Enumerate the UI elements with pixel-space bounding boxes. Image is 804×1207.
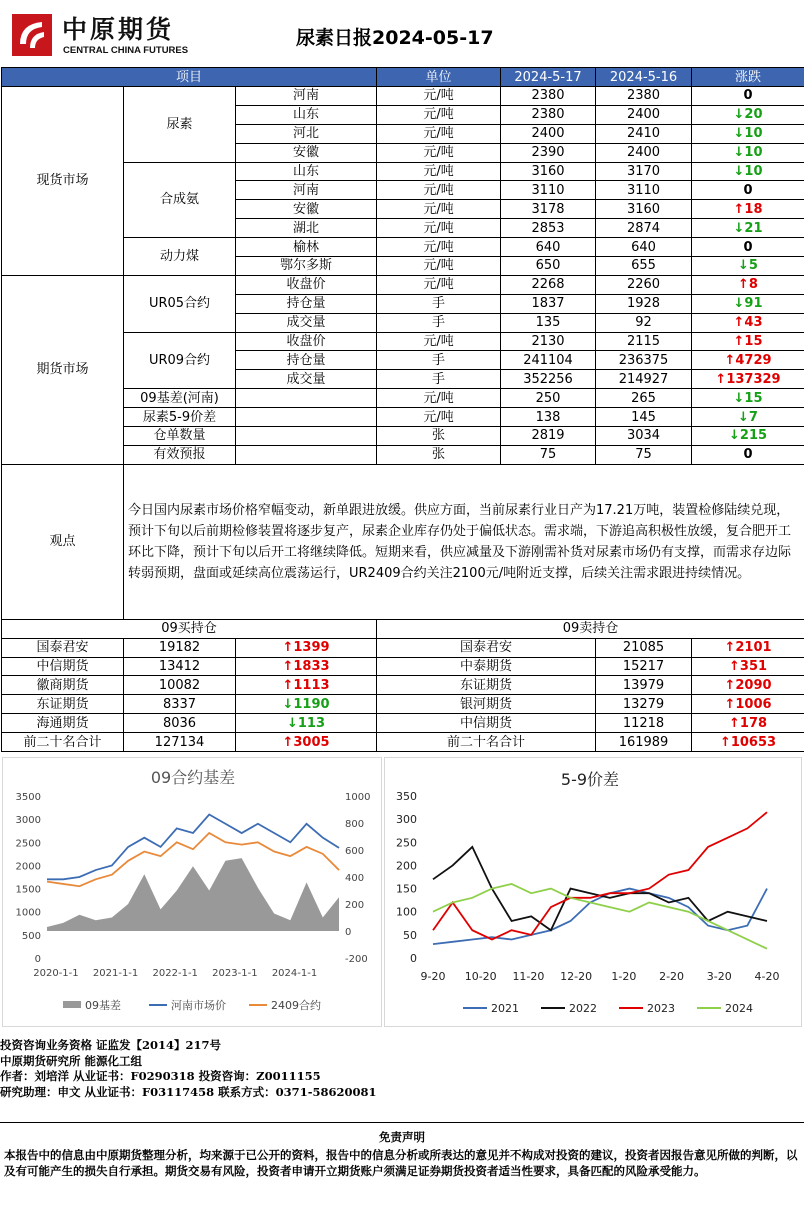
view-text: 今日国内尿素市场价格窄幅变动，新单跟进放缓。供应方面，当前尿素行业日产为17.21万吨，装置检修陆续兑现，预计下旬以后前期检修装置将逐步复产，尿素企业库存仍处于偏低状态。需求端，下游追高积极性放缓，复合肥开工环比下降，预计下旬以后开工将继续降低。短期来看，供应减量及下游刚需补货对尿素市场仍有支撑，而需求存边际转弱预期，盘面或延续高位震荡运行，UR2409合约关注2100元/吨附近支撑，后续关注需求跟进持续情况。 — [124, 464, 804, 619]
y-right-tick: 0 — [345, 927, 352, 938]
basis-chart — [2, 757, 382, 1027]
table-row — [2, 275, 804, 294]
buy-broker: 徽商期货 — [2, 676, 124, 695]
y-right-tick: 200 — [345, 900, 365, 911]
value-today: 250 — [501, 389, 596, 408]
row-label: 仓单数量 — [124, 427, 236, 446]
unit-cell: 张 — [377, 427, 501, 446]
row-label: 有效预报 — [124, 445, 236, 464]
group-name: UR09合约 — [124, 332, 236, 389]
value-today: 2130 — [501, 332, 596, 351]
unit-cell: 元/吨 — [377, 219, 501, 238]
sell-broker: 前二十名合计 — [377, 733, 596, 752]
legend-label: 2024 — [725, 1002, 753, 1015]
table-header-row — [2, 68, 804, 87]
value-prev: 1928 — [596, 294, 692, 313]
charts-area — [0, 757, 804, 1027]
company-logo — [12, 14, 52, 56]
x-tick: 2020-1-1 — [33, 968, 79, 979]
y-left-tick: 2000 — [15, 861, 41, 873]
y-right-tick: 600 — [345, 846, 365, 857]
unit-cell: 手 — [377, 370, 501, 389]
section-futures: 期货市场 — [2, 275, 124, 464]
y-tick: 300 — [396, 813, 417, 827]
value-prev: 2380 — [596, 87, 692, 106]
buy-broker: 中信期货 — [2, 657, 124, 676]
brand-name-cn: 中原期货 — [62, 15, 175, 44]
value-today: 2380 — [501, 87, 596, 106]
team-line: 中原期货研究所 能源化工组 — [0, 1053, 143, 1068]
value-prev: 2400 — [596, 105, 692, 124]
footer-info — [0, 1038, 804, 1100]
series-line-2023 — [433, 812, 767, 939]
change-cell: ↓91 — [692, 294, 804, 313]
value-today: 352256 — [501, 370, 596, 389]
value-prev: 236375 — [596, 351, 692, 370]
row-label: 安徽 — [236, 143, 377, 162]
change-cell: ↓215 — [692, 427, 804, 446]
y-right-tick: -200 — [345, 954, 368, 965]
value-prev: 145 — [596, 408, 692, 427]
empty-cell — [236, 408, 377, 427]
group-name: 合成氨 — [124, 162, 236, 238]
buy-broker: 海通期货 — [2, 714, 124, 733]
row-label: 安徽 — [236, 200, 377, 219]
chart-title: 5-9价差 — [560, 770, 620, 789]
change-cell: ↑4729 — [692, 351, 804, 370]
change-cell: 0 — [692, 238, 804, 257]
buy-volume: 19182 — [124, 638, 236, 657]
header-col-0: 单位 — [377, 68, 501, 87]
position-row — [2, 714, 804, 733]
unit-cell: 元/吨 — [377, 408, 501, 427]
value-prev: 2400 — [596, 143, 692, 162]
unit-cell: 元/吨 — [377, 143, 501, 162]
row-label: 山东 — [236, 162, 377, 181]
change-cell: 0 — [692, 181, 804, 200]
change-cell: ↑43 — [692, 313, 804, 332]
row-label: 成交量 — [236, 313, 377, 332]
y-left-tick: 1000 — [15, 907, 41, 919]
buy-broker: 国泰君安 — [2, 638, 124, 657]
empty-cell — [236, 445, 377, 464]
value-today: 3160 — [501, 162, 596, 181]
x-tick: 4-20 — [754, 970, 780, 983]
assistant-line: 研究助理：申文 从业证书：F03117458 联系方式：0371-58620081 — [0, 1084, 377, 1099]
legend-label: 2023 — [647, 1002, 675, 1015]
position-row — [2, 657, 804, 676]
buy-volume: 8337 — [124, 695, 236, 714]
group-name: 尿素 — [124, 87, 236, 163]
sell-volume: 13979 — [596, 676, 692, 695]
change-cell: ↓5 — [692, 257, 804, 276]
section-spot: 现货市场 — [2, 87, 124, 276]
sell-change: ↑351 — [692, 657, 804, 676]
buy-change: ↑1113 — [236, 676, 377, 695]
change-cell: ↑137329 — [692, 370, 804, 389]
row-label: 鄂尔多斯 — [236, 257, 377, 276]
report-header — [0, 0, 804, 66]
x-tick: 1-20 — [611, 970, 637, 983]
value-today: 138 — [501, 408, 596, 427]
change-cell: ↓15 — [692, 389, 804, 408]
change-cell: 0 — [692, 87, 804, 106]
unit-cell: 元/吨 — [377, 275, 501, 294]
header-col-3: 涨跌 — [692, 68, 804, 87]
x-tick: 12-20 — [560, 970, 593, 983]
y-tick: 200 — [396, 859, 417, 873]
y-right-tick: 1000 — [345, 792, 371, 803]
data-table — [1, 67, 804, 752]
buy-volume: 13412 — [124, 657, 236, 676]
x-tick: 9-20 — [420, 970, 446, 983]
value-prev: 3170 — [596, 162, 692, 181]
unit-cell: 元/吨 — [377, 87, 501, 106]
legend-label: 河南市场价 — [171, 999, 226, 1012]
unit-cell: 元/吨 — [377, 162, 501, 181]
sell-volume: 161989 — [596, 733, 692, 752]
legend-label: 2021 — [491, 1002, 519, 1015]
value-prev: 75 — [596, 445, 692, 464]
change-cell: ↓10 — [692, 124, 804, 143]
value-prev: 265 — [596, 389, 692, 408]
value-today: 3178 — [501, 200, 596, 219]
y-tick: 150 — [396, 882, 417, 896]
brand-name-en: CENTRAL CHINA FUTURES — [63, 45, 189, 56]
unit-cell: 手 — [377, 294, 501, 313]
disclaimer — [0, 1122, 804, 1207]
row-label: 收盘价 — [236, 332, 377, 351]
empty-cell — [236, 427, 377, 446]
value-today: 640 — [501, 238, 596, 257]
y-tick: 0 — [410, 952, 417, 965]
row-label: 成交量 — [236, 370, 377, 389]
sell-change: ↑10653 — [692, 733, 804, 752]
row-label: 榆林 — [236, 238, 377, 257]
position-row — [2, 676, 804, 695]
change-cell: ↓21 — [692, 219, 804, 238]
row-label: 收盘价 — [236, 275, 377, 294]
unit-cell: 元/吨 — [377, 200, 501, 219]
row-label: 山东 — [236, 105, 377, 124]
y-left-tick: 500 — [21, 930, 41, 942]
buy-change: ↓1190 — [236, 695, 377, 714]
y-tick: 350 — [396, 790, 417, 803]
change-cell: 0 — [692, 445, 804, 464]
y-tick: 250 — [396, 836, 417, 850]
value-today: 650 — [501, 257, 596, 276]
buy-volume: 10082 — [124, 676, 236, 695]
sell-broker: 东证期货 — [377, 676, 596, 695]
change-cell: ↓10 — [692, 143, 804, 162]
position-row — [2, 733, 804, 752]
unit-cell: 元/吨 — [377, 105, 501, 124]
x-tick: 3-20 — [706, 970, 732, 983]
unit-cell: 手 — [377, 351, 501, 370]
group-name: 动力煤 — [124, 238, 236, 276]
unit-cell: 元/吨 — [377, 332, 501, 351]
value-today: 3110 — [501, 181, 596, 200]
qualification-line: 投资咨询业务资格 证监发【2014】217号 — [0, 1038, 222, 1052]
row-label: 湖北 — [236, 219, 377, 238]
chart-title: 09合约基差 — [150, 768, 236, 787]
value-prev: 3034 — [596, 427, 692, 446]
y-left-tick: 0 — [34, 954, 41, 965]
position-row — [2, 638, 804, 657]
value-today: 2380 — [501, 105, 596, 124]
x-tick: 2021-1-1 — [92, 968, 139, 979]
sell-broker: 银河期货 — [377, 695, 596, 714]
buy-change: ↓113 — [236, 714, 377, 733]
x-tick: 2022-1-1 — [152, 968, 198, 979]
row-label: 持仓量 — [236, 351, 377, 370]
sell-broker: 中泰期货 — [377, 657, 596, 676]
unit-cell: 元/吨 — [377, 181, 501, 200]
sell-title: 09卖持仓 — [377, 619, 804, 638]
row-label: 河北 — [236, 124, 377, 143]
y-left-tick: 3000 — [15, 815, 41, 827]
value-prev: 2260 — [596, 275, 692, 294]
legend-label: 2409合约 — [271, 999, 321, 1012]
disclaimer-text: 本报告中的信息由中原期货整理分析，均来源于已公开的资料，报告中的信息分析或所表达的意见并不构成对投资的建议，投资者因报告意见所做的判断，以及有可能产生的损失自行承担。期货交易有风险，投资者申请开立期货账户须满足证券期货投资者适当性要求，具备匹配的风险承受能力。 — [4, 1148, 798, 1178]
y-right-tick: 400 — [345, 873, 365, 884]
legend-label: 09基差 — [85, 999, 121, 1012]
y-tick: 100 — [396, 905, 417, 919]
sell-change: ↑1006 — [692, 695, 804, 714]
row-label: 河南 — [236, 87, 377, 106]
positions-title-row — [2, 619, 804, 638]
disclaimer-title: 免责声明 — [379, 1130, 425, 1144]
value-today: 2268 — [501, 275, 596, 294]
value-today: 2819 — [501, 427, 596, 446]
value-today: 2853 — [501, 219, 596, 238]
value-prev: 2874 — [596, 219, 692, 238]
x-tick: 2024-1-1 — [271, 968, 318, 979]
sell-change: ↑2090 — [692, 676, 804, 695]
change-cell: ↑18 — [692, 200, 804, 219]
group-name: UR05合约 — [124, 275, 236, 332]
value-prev: 2115 — [596, 332, 692, 351]
value-today: 241104 — [501, 351, 596, 370]
value-prev: 2410 — [596, 124, 692, 143]
value-today: 135 — [501, 313, 596, 332]
unit-cell: 元/吨 — [377, 238, 501, 257]
row-label: 持仓量 — [236, 294, 377, 313]
view-label: 观点 — [2, 464, 124, 619]
buy-change: ↑1833 — [236, 657, 377, 676]
value-today: 2390 — [501, 143, 596, 162]
buy-title: 09买持仓 — [2, 619, 377, 638]
y-tick: 50 — [403, 928, 417, 942]
sell-change: ↑178 — [692, 714, 804, 733]
unit-cell: 张 — [377, 445, 501, 464]
y-left-tick: 3500 — [15, 792, 41, 803]
x-tick: 2023-1-1 — [212, 968, 258, 979]
sell-change: ↑2101 — [692, 638, 804, 657]
series-line-2022 — [433, 847, 767, 930]
author-line: 作者：刘培洋 从业证书：F0290318 投资咨询：Z0011155 — [0, 1069, 321, 1083]
value-prev: 214927 — [596, 370, 692, 389]
spread-chart — [384, 757, 802, 1027]
series-basis-area — [47, 858, 339, 931]
unit-cell: 元/吨 — [377, 124, 501, 143]
unit-cell: 元/吨 — [377, 257, 501, 276]
row-label: 河南 — [236, 181, 377, 200]
change-cell: ↓10 — [692, 162, 804, 181]
y-left-tick: 2500 — [15, 838, 41, 850]
change-cell: ↑15 — [692, 332, 804, 351]
sell-volume: 13279 — [596, 695, 692, 714]
unit-cell: 元/吨 — [377, 389, 501, 408]
buy-broker: 东证期货 — [2, 695, 124, 714]
x-tick: 11-20 — [512, 970, 545, 983]
sell-broker: 国泰君安 — [377, 638, 596, 657]
change-cell: ↓20 — [692, 105, 804, 124]
header-col-2: 2024-5-16 — [596, 68, 692, 87]
header-item: 项目 — [2, 68, 377, 87]
value-prev: 640 — [596, 238, 692, 257]
sell-volume: 21085 — [596, 638, 692, 657]
buy-volume: 127134 — [124, 733, 236, 752]
value-today: 75 — [501, 445, 596, 464]
report-title: 尿素日报2024-05-17 — [296, 27, 494, 49]
legend-swatch — [63, 1001, 81, 1008]
header-col-1: 2024-5-17 — [501, 68, 596, 87]
row-label: 尿素5-9价差 — [124, 408, 236, 427]
sell-volume: 15217 — [596, 657, 692, 676]
buy-change: ↑1399 — [236, 638, 377, 657]
buy-volume: 8036 — [124, 714, 236, 733]
table-row — [2, 87, 804, 106]
view-row — [2, 464, 804, 619]
legend-label: 2022 — [569, 1002, 597, 1015]
value-prev: 3160 — [596, 200, 692, 219]
buy-change: ↑3005 — [236, 733, 377, 752]
change-cell: ↓7 — [692, 408, 804, 427]
row-label: 09基差(河南) — [124, 389, 236, 408]
change-cell: ↑8 — [692, 275, 804, 294]
value-prev: 92 — [596, 313, 692, 332]
value-prev: 655 — [596, 257, 692, 276]
x-tick: 2-20 — [659, 970, 685, 983]
position-row — [2, 695, 804, 714]
value-today: 2400 — [501, 124, 596, 143]
sell-volume: 11218 — [596, 714, 692, 733]
empty-cell — [236, 389, 377, 408]
x-tick: 10-20 — [464, 970, 497, 983]
sell-broker: 中信期货 — [377, 714, 596, 733]
y-left-tick: 1500 — [15, 884, 41, 896]
value-prev: 3110 — [596, 181, 692, 200]
value-today: 1837 — [501, 294, 596, 313]
y-right-tick: 800 — [345, 819, 365, 830]
unit-cell: 手 — [377, 313, 501, 332]
buy-broker: 前二十名合计 — [2, 733, 124, 752]
